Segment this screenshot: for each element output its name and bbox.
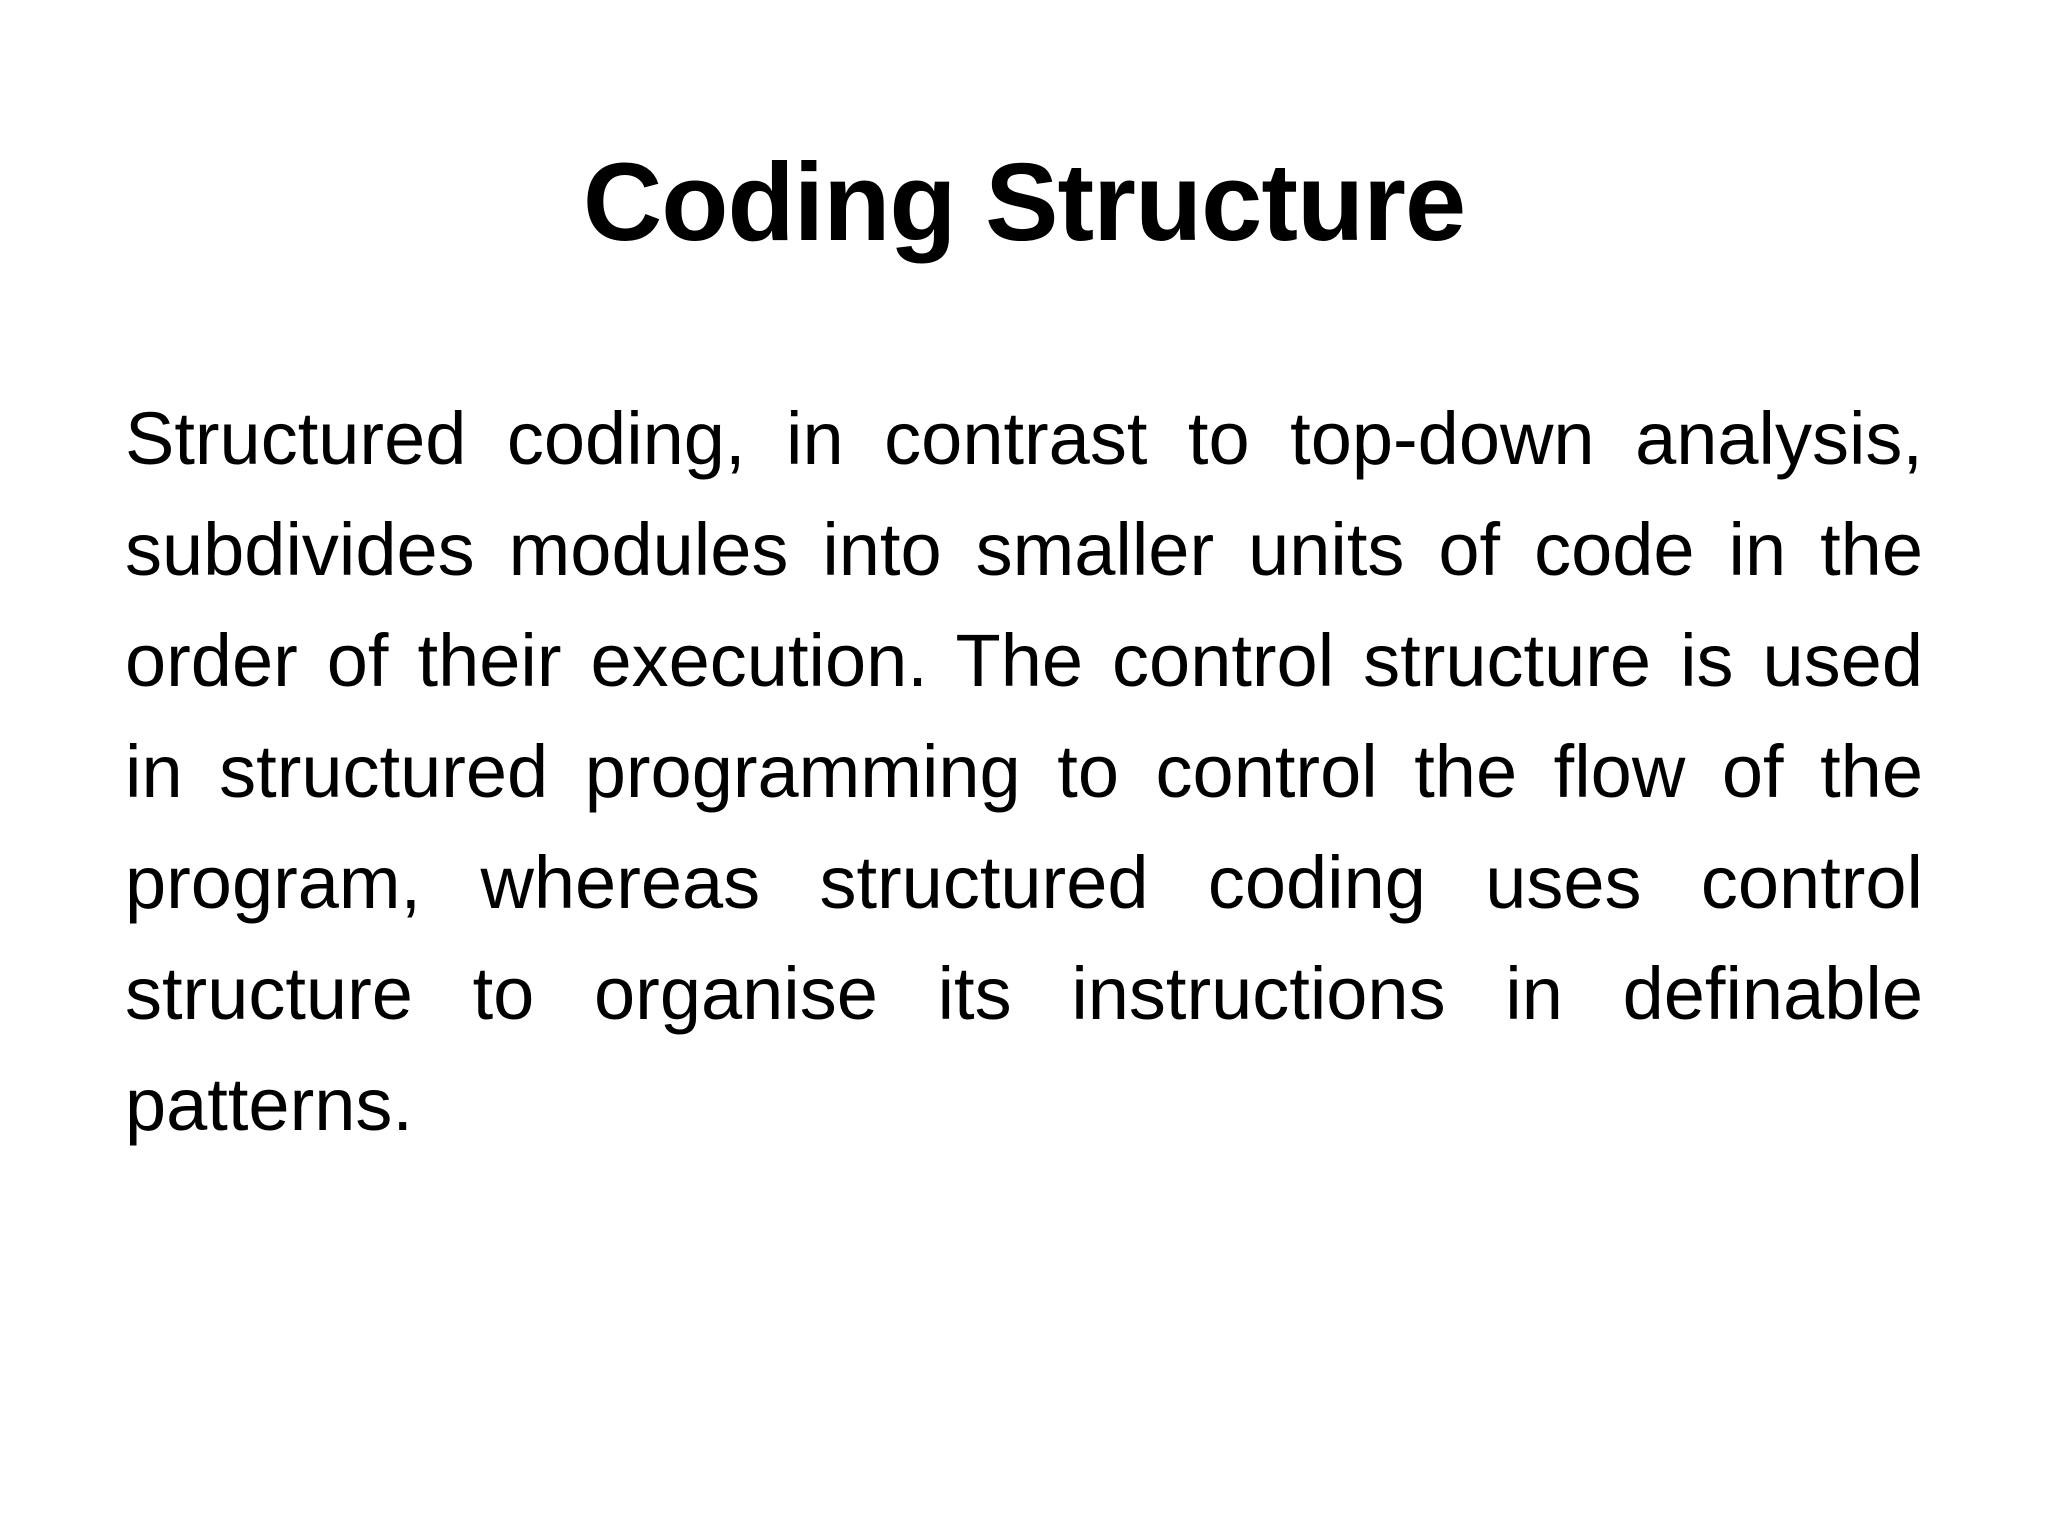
slide-body-text: Structured coding, in contrast to top-down analysis, subdivides modules into smaller units of code in the order of their execution. The control structure is used in structured programming to control the flow of the program, whereas structured coding uses control structure to organise its instructions in definable patterns. [125, 397, 1923, 1146]
slide-title: Coding Structure [582, 141, 1466, 264]
